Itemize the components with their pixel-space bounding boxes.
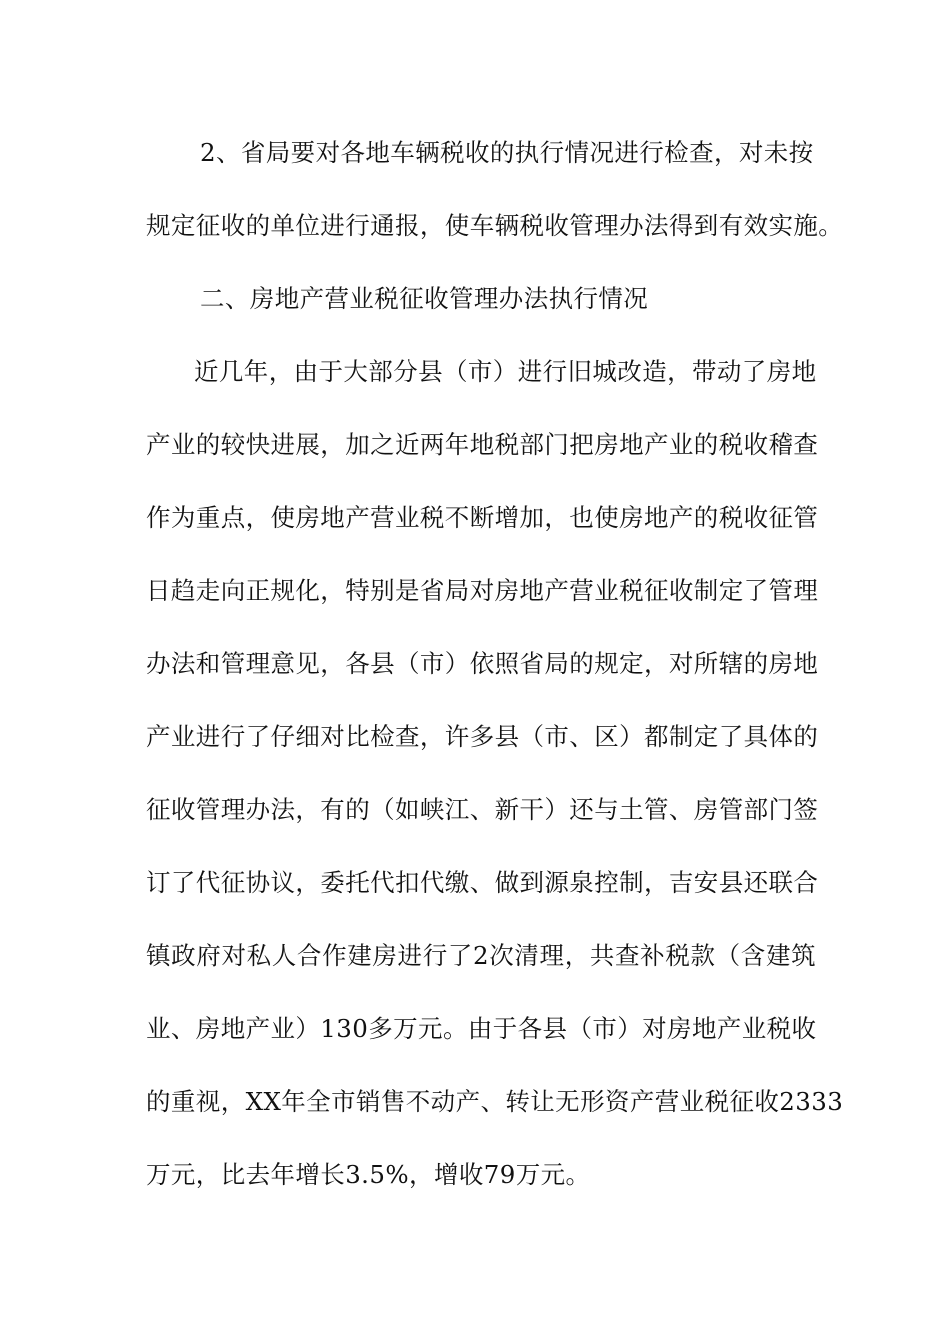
paragraph-line: 办法和管理意见，各县（市）依照省局的规定，对所辖的房地: [146, 649, 819, 678]
paragraph-line: 的重视，XX年全市销售不动产、转让无形资产营业税征收2333: [146, 1087, 844, 1116]
paragraph-line: 征收管理办法，有的（如峡江、新干）还与土管、房管部门签: [146, 795, 819, 824]
paragraph-line: 日趋走向正规化，特别是省局对房地产营业税征收制定了管理: [146, 576, 819, 605]
paragraph-line: 近几年，由于大部分县（市）进行旧城改造，带动了房地: [194, 357, 817, 386]
paragraph-line: 产业进行了仔细对比检查，许多县（市、区）都制定了具体的: [146, 722, 819, 751]
paragraph-line: 订了代征协议，委托代扣代缴、做到源泉控制，吉安县还联合: [146, 868, 819, 897]
paragraph-line: 业、房地产业）130多万元。由于各县（市）对房地产业税收: [146, 1014, 817, 1043]
paragraph-line: 万元，比去年增长3.5%，增收79万元。: [146, 1160, 591, 1189]
paragraph-line: 作为重点，使房地产营业税不断增加，也使房地产的税收征管: [146, 503, 819, 532]
paragraph-line: 规定征收的单位进行通报，使车辆税收管理办法得到有效实施。: [146, 211, 844, 240]
paragraph-line: 镇政府对私人合作建房进行了2次清理，共查补税款（含建筑: [146, 941, 816, 970]
section-heading: 二、房地产营业税征收管理办法执行情况: [200, 284, 649, 313]
paragraph-line: 2、省局要对各地车辆税收的执行情况进行检查，对未按: [200, 138, 814, 167]
paragraph-line: 产业的较快进展，加之近两年地税部门把房地产业的税收稽查: [146, 430, 819, 459]
